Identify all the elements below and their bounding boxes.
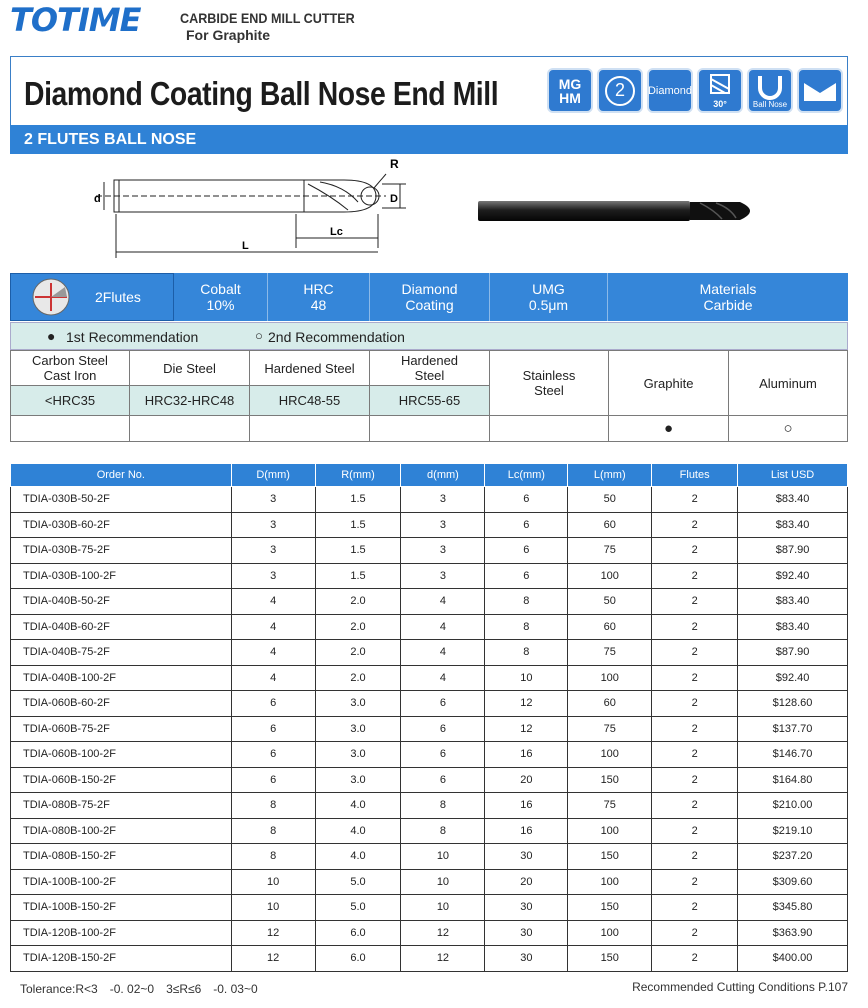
page-title: Diamond Coating Ball Nose End Mill — [24, 75, 499, 112]
material-hardened-hrc: HRC48-55 — [249, 385, 370, 416]
table-cell: 3.0 — [315, 691, 401, 717]
table-cell: $87.90 — [738, 538, 848, 564]
table-cell: 3.0 — [315, 742, 401, 768]
table-cell: 100 — [568, 869, 652, 895]
table-cell: TDIA-040B-60-2F — [11, 614, 232, 640]
table-row — [11, 589, 848, 615]
table-cell: 10 — [401, 844, 485, 870]
recommendation-legend — [10, 322, 848, 350]
table-cell: 3 — [231, 487, 315, 513]
spec-umg-label: UMG — [532, 281, 565, 297]
table-cell: 2 — [652, 487, 738, 513]
table-cell: 6 — [231, 767, 315, 793]
material-hardened2-mark — [369, 415, 490, 442]
table-cell: 6 — [485, 563, 568, 589]
spec-materials-value: Carbide — [703, 297, 753, 313]
table-cell: 8 — [485, 589, 568, 615]
table-cell: 16 — [485, 793, 568, 819]
table-row — [11, 844, 848, 870]
table-cell: 6 — [485, 512, 568, 538]
table-cell: 4 — [231, 589, 315, 615]
second-rec-marker-icon: ○ — [255, 328, 263, 343]
tolerance-note: Tolerance:R<3 -0. 02~0 3≤R≤6 -0. 03~0 — [20, 982, 258, 996]
spec-cobalt-value: 10% — [206, 297, 235, 313]
material-hardened2-hrc: HRC55-65 — [369, 385, 490, 416]
table-cell: TDIA-030B-75-2F — [11, 538, 232, 564]
table-cell: TDIA-040B-50-2F — [11, 589, 232, 615]
table-cell: $83.40 — [738, 589, 848, 615]
table-cell: 10 — [231, 869, 315, 895]
table-cell: 30 — [485, 920, 568, 946]
table-cell: 2 — [652, 920, 738, 946]
material-hardened-steel: Hardened Steel — [249, 350, 370, 386]
table-cell: 10 — [401, 895, 485, 921]
table-cell: $83.40 — [738, 512, 848, 538]
product-table — [10, 463, 848, 972]
table-cell: 2.0 — [315, 665, 401, 691]
table-row — [11, 818, 848, 844]
table-cell: TDIA-060B-100-2F — [11, 742, 232, 768]
table-cell: 2 — [652, 589, 738, 615]
table-cell: 2 — [652, 767, 738, 793]
column-header: d(mm) — [401, 464, 485, 487]
table-cell: 2.0 — [315, 614, 401, 640]
table-cell: 4 — [401, 614, 485, 640]
table-cell: TDIA-080B-100-2F — [11, 818, 232, 844]
dim-Lc: Lc — [330, 226, 343, 238]
table-cell: $83.40 — [738, 487, 848, 513]
table-cell: 2 — [652, 640, 738, 666]
table-cell: TDIA-120B-150-2F — [11, 946, 232, 972]
table-cell: 6 — [485, 487, 568, 513]
table-cell: 6 — [231, 691, 315, 717]
table-cell: 16 — [485, 818, 568, 844]
table-cell: 8 — [231, 844, 315, 870]
material-stainless-line1: Stainless — [522, 368, 576, 383]
column-header: L(mm) — [568, 464, 652, 487]
table-cell: 6.0 — [315, 920, 401, 946]
table-cell: 12 — [485, 691, 568, 717]
table-cell: TDIA-120B-100-2F — [11, 920, 232, 946]
table-cell: 20 — [485, 869, 568, 895]
table-cell: 16 — [485, 742, 568, 768]
helix-angle-label: 30° — [713, 99, 727, 109]
table-cell: 2 — [652, 793, 738, 819]
subtitle: 2 FLUTES BALL NOSE — [24, 131, 197, 148]
table-cell: 8 — [401, 818, 485, 844]
material-stainless — [489, 350, 609, 416]
table-cell: 100 — [568, 742, 652, 768]
brand-logo: TOTIME — [10, 1, 141, 39]
table-cell: 8 — [485, 640, 568, 666]
table-cell: $146.70 — [738, 742, 848, 768]
table-cell: 3.0 — [315, 716, 401, 742]
material-hardened-steel-2 — [369, 350, 490, 386]
table-cell: $92.40 — [738, 665, 848, 691]
spec-coating-line1: Diamond — [401, 281, 458, 297]
table-cell: 60 — [568, 512, 652, 538]
table-cell: 8 — [231, 793, 315, 819]
profile-icon — [803, 79, 837, 103]
table-header-row — [11, 464, 848, 487]
material-carbon-line1: Carbon Steel — [32, 353, 108, 368]
table-row — [11, 920, 848, 946]
ball-nose-icon — [756, 76, 784, 100]
table-row — [11, 640, 848, 666]
table-cell: 100 — [568, 563, 652, 589]
catalog-category: CARBIDE END MILL CUTTER — [180, 10, 355, 26]
table-cell: $309.60 — [738, 869, 848, 895]
table-cell: 10 — [231, 895, 315, 921]
table-cell: TDIA-030B-60-2F — [11, 512, 232, 538]
table-cell: 5.0 — [315, 895, 401, 921]
table-cell: 20 — [485, 767, 568, 793]
table-row — [11, 563, 848, 589]
product-image — [478, 196, 762, 226]
material-aluminum: Aluminum — [728, 350, 848, 416]
table-row — [11, 793, 848, 819]
table-cell: 3 — [401, 487, 485, 513]
table-cell: 12 — [401, 946, 485, 972]
table-cell: 2 — [652, 691, 738, 717]
table-cell: 2 — [652, 895, 738, 921]
column-header: Order No. — [11, 464, 232, 487]
table-cell: 75 — [568, 538, 652, 564]
spec-umg — [490, 273, 608, 321]
table-cell: $400.00 — [738, 946, 848, 972]
column-header: Lc(mm) — [485, 464, 568, 487]
helix-angle-badge — [697, 68, 743, 113]
spec-hrc-label: HRC — [303, 281, 334, 297]
spec-coating — [370, 273, 490, 321]
table-cell: TDIA-060B-150-2F — [11, 767, 232, 793]
material-carbon-steel — [10, 350, 130, 386]
profile-badge — [797, 68, 843, 113]
table-cell: 60 — [568, 614, 652, 640]
table-cell: $210.00 — [738, 793, 848, 819]
spec-materials — [608, 273, 848, 321]
first-rec-marker-icon: ● — [47, 328, 56, 344]
table-cell: 150 — [568, 946, 652, 972]
table-body — [11, 487, 848, 972]
table-cell: 100 — [568, 920, 652, 946]
table-cell: TDIA-030B-100-2F — [11, 563, 232, 589]
dim-d: d — [94, 193, 101, 205]
table-cell: 2 — [652, 716, 738, 742]
table-cell: 1.5 — [315, 512, 401, 538]
table-cell: 4 — [231, 640, 315, 666]
column-header: Flutes — [652, 464, 738, 487]
table-row — [11, 665, 848, 691]
material-carbon-line2: Cast Iron — [43, 368, 97, 383]
table-cell: 6 — [231, 742, 315, 768]
table-cell: 150 — [568, 767, 652, 793]
material-die-mark — [129, 415, 250, 442]
table-cell: TDIA-040B-75-2F — [11, 640, 232, 666]
catalog-subcategory: For Graphite — [186, 27, 271, 43]
tool-dimension-drawing — [86, 156, 426, 260]
material-carbon-hrc: <HRC35 — [10, 385, 130, 416]
spec-hrc — [268, 273, 370, 321]
table-cell: 3 — [401, 512, 485, 538]
table-cell: 6 — [401, 742, 485, 768]
column-header: R(mm) — [315, 464, 401, 487]
ballnose-label: Ball Nose — [752, 100, 788, 109]
table-cell: 100 — [568, 818, 652, 844]
table-cell: 12 — [401, 920, 485, 946]
table-cell: 2 — [652, 665, 738, 691]
mghm-bottom: HM — [559, 89, 581, 106]
spec-flutes — [10, 273, 174, 321]
table-cell: 150 — [568, 895, 652, 921]
table-cell: 12 — [231, 920, 315, 946]
material-hardened-mark — [249, 415, 370, 442]
table-cell: 75 — [568, 716, 652, 742]
table-cell: 4.0 — [315, 793, 401, 819]
table-cell: 6 — [401, 691, 485, 717]
table-cell: 2 — [652, 818, 738, 844]
table-cell: 3.0 — [315, 767, 401, 793]
table-cell: 6 — [401, 716, 485, 742]
table-cell: 6.0 — [315, 946, 401, 972]
spec-umg-value: 0.5μm — [528, 297, 569, 313]
table-cell: 2.0 — [315, 589, 401, 615]
table-row — [11, 538, 848, 564]
table-cell: 6 — [231, 716, 315, 742]
table-cell: 3 — [401, 563, 485, 589]
table-cell: 2 — [652, 512, 738, 538]
spec-cobalt-label: Cobalt — [200, 281, 241, 297]
table-cell: 4 — [231, 614, 315, 640]
column-header: D(mm) — [231, 464, 315, 487]
table-row — [11, 512, 848, 538]
table-cell: 3 — [401, 538, 485, 564]
dim-L: L — [242, 240, 249, 252]
table-cell: 50 — [568, 589, 652, 615]
table-cell: 4.0 — [315, 844, 401, 870]
table-cell: 4.0 — [315, 818, 401, 844]
table-row — [11, 767, 848, 793]
table-cell: 8 — [231, 818, 315, 844]
cutting-conditions-ref: Recommended Cutting Conditions P.107 — [632, 980, 848, 994]
table-cell: 4 — [401, 589, 485, 615]
material-carbon-mark — [10, 415, 130, 442]
spec-coating-line2: Coating — [405, 297, 454, 313]
table-row — [11, 487, 848, 513]
table-cell: 50 — [568, 487, 652, 513]
table-cell: 1.5 — [315, 487, 401, 513]
table-row — [11, 946, 848, 972]
table-cell: 1.5 — [315, 563, 401, 589]
table-row — [11, 716, 848, 742]
end-mill-profile-icon — [25, 277, 77, 317]
spec-hrc-value: 48 — [310, 297, 327, 313]
table-row — [11, 691, 848, 717]
flutes-badge — [597, 68, 643, 113]
table-cell: 3 — [231, 563, 315, 589]
table-cell: $237.20 — [738, 844, 848, 870]
table-cell: $128.60 — [738, 691, 848, 717]
flutes-count-icon: 2 — [605, 76, 635, 106]
table-cell: $345.80 — [738, 895, 848, 921]
table-cell: $219.10 — [738, 818, 848, 844]
table-cell: TDIA-060B-60-2F — [11, 691, 232, 717]
material-hard2-line1: Hardened — [400, 353, 459, 368]
table-cell: 1.5 — [315, 538, 401, 564]
table-row — [11, 614, 848, 640]
table-cell: 4 — [231, 665, 315, 691]
table-cell: 12 — [485, 716, 568, 742]
table-cell: 2 — [652, 946, 738, 972]
spec-flutes-label: 2Flutes — [95, 289, 141, 305]
table-cell: 10 — [401, 869, 485, 895]
table-cell: 8 — [485, 614, 568, 640]
table-cell: 2 — [652, 614, 738, 640]
material-hard2-line2: Steel — [414, 368, 445, 383]
table-cell: 5.0 — [315, 869, 401, 895]
dim-R: R — [390, 157, 399, 171]
table-cell: TDIA-040B-100-2F — [11, 665, 232, 691]
material-aluminum-mark-icon: ○ — [728, 415, 848, 442]
table-row — [11, 869, 848, 895]
table-cell: 2 — [652, 538, 738, 564]
mghm-top: MG — [558, 75, 582, 92]
material-stainless-line2: Steel — [534, 383, 564, 398]
table-cell: 3 — [231, 512, 315, 538]
table-cell: 6 — [401, 767, 485, 793]
table-cell: TDIA-100B-150-2F — [11, 895, 232, 921]
table-cell: $164.80 — [738, 767, 848, 793]
table-cell: TDIA-080B-75-2F — [11, 793, 232, 819]
table-cell: 6 — [485, 538, 568, 564]
mghm-badge — [547, 68, 593, 113]
table-cell: 2 — [652, 844, 738, 870]
table-cell: 75 — [568, 640, 652, 666]
table-row — [11, 895, 848, 921]
table-cell: 2 — [652, 742, 738, 768]
table-cell: 75 — [568, 793, 652, 819]
table-cell: TDIA-060B-75-2F — [11, 716, 232, 742]
table-cell: $87.90 — [738, 640, 848, 666]
table-cell: 3 — [231, 538, 315, 564]
table-cell: 4 — [401, 640, 485, 666]
table-cell: 2.0 — [315, 640, 401, 666]
table-cell: 60 — [568, 691, 652, 717]
table-row — [11, 742, 848, 768]
column-header: List USD — [738, 464, 848, 487]
table-cell: 4 — [401, 665, 485, 691]
material-die-steel: Die Steel — [129, 350, 250, 386]
ballnose-badge — [747, 68, 793, 113]
diamond-badge: Diamond — [647, 68, 693, 113]
table-cell: 150 — [568, 844, 652, 870]
second-rec-label: 2nd Recommendation — [268, 329, 405, 345]
table-cell: 2 — [652, 869, 738, 895]
spec-materials-label: Materials — [699, 281, 757, 297]
material-die-hrc: HRC32-HRC48 — [129, 385, 250, 416]
table-cell: 8 — [401, 793, 485, 819]
material-stainless-mark — [489, 415, 609, 442]
table-cell: 100 — [568, 665, 652, 691]
table-cell: TDIA-030B-50-2F — [11, 487, 232, 513]
table-cell: $363.90 — [738, 920, 848, 946]
table-cell: TDIA-100B-100-2F — [11, 869, 232, 895]
spec-cobalt — [174, 273, 268, 321]
material-graphite-mark-icon: ● — [608, 415, 729, 442]
table-cell: $83.40 — [738, 614, 848, 640]
material-graphite: Graphite — [608, 350, 729, 416]
table-cell: 30 — [485, 844, 568, 870]
first-rec-label: 1st Recommendation — [66, 329, 199, 345]
table-cell: 30 — [485, 946, 568, 972]
table-cell: 30 — [485, 895, 568, 921]
helix-angle-icon — [705, 73, 735, 99]
table-cell: $92.40 — [738, 563, 848, 589]
table-cell: TDIA-080B-150-2F — [11, 844, 232, 870]
table-cell: 2 — [652, 563, 738, 589]
dim-D: D — [390, 193, 398, 205]
table-cell: $137.70 — [738, 716, 848, 742]
table-cell: 12 — [231, 946, 315, 972]
table-cell: 10 — [485, 665, 568, 691]
